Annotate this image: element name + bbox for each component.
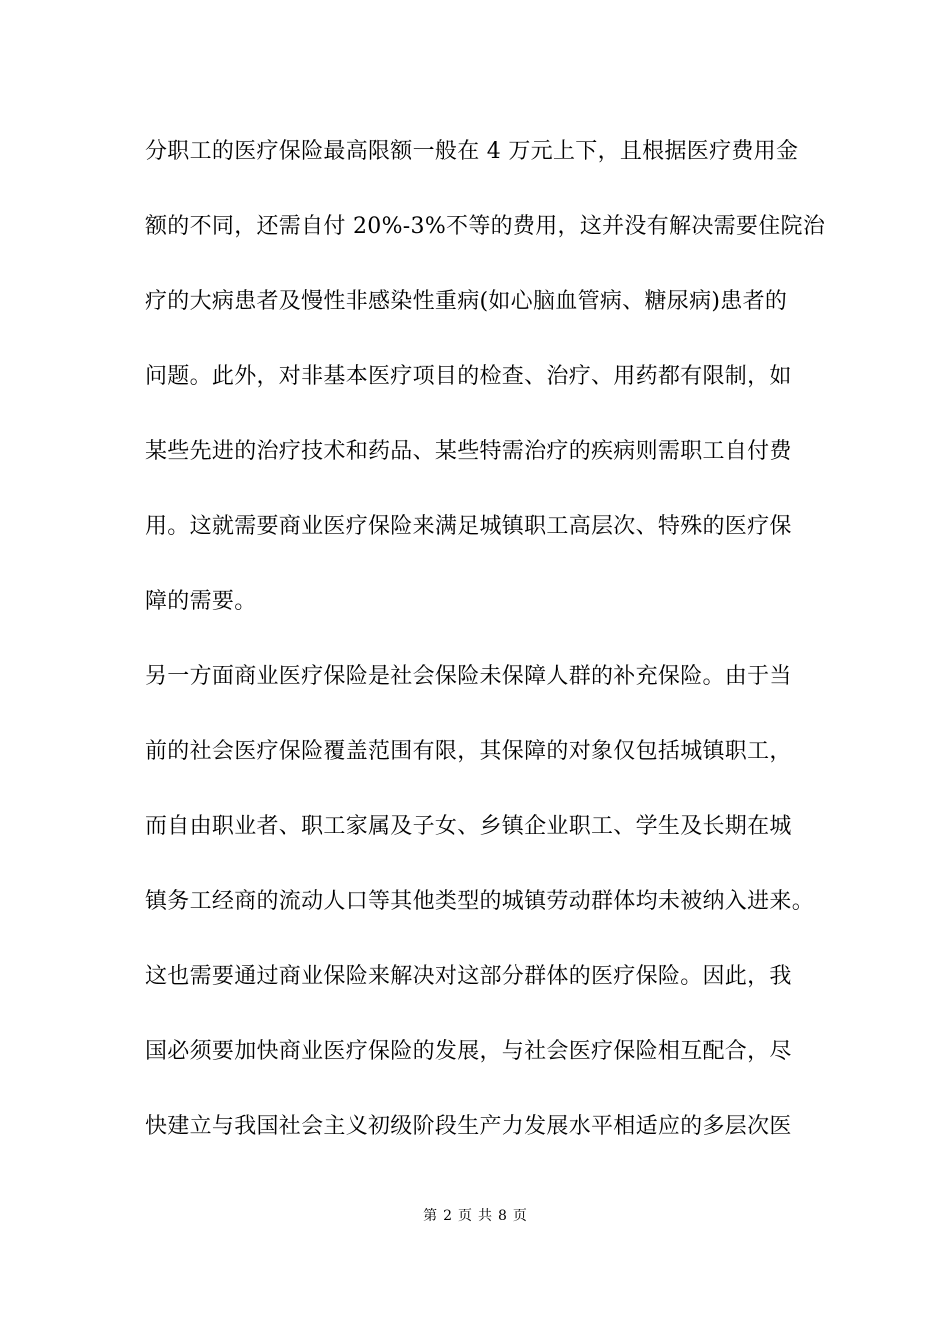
text-line: 快建立与我国社会主义初级阶段生产力发展水平相适应的多层次医 xyxy=(145,1114,792,1139)
footer-page-word: 页 xyxy=(458,1208,472,1224)
text-line: 镇务工经商的流动人口等其他类型的城镇劳动群体均未被纳入进来。 xyxy=(145,889,815,914)
footer-total-word: 共 xyxy=(478,1208,492,1224)
footer-total-pages: 8 xyxy=(498,1208,507,1224)
text-line: 另一方面商业医疗保险是社会保险未保障人群的补充保险。由于当 xyxy=(145,664,792,689)
footer-suffix: 页 xyxy=(512,1208,527,1224)
text-line: 而自由职业者、职工家属及子女、乡镇企业职工、学生及长期在城 xyxy=(145,814,792,839)
text-line: 障的需要。 xyxy=(145,589,257,614)
text-line: 疗的大病患者及慢性非感染性重病(如心脑血管病、糖尿病)患者的 xyxy=(145,289,788,314)
text-line: 问题。此外，对非基本医疗项目的检查、治疗、用药都有限制，如 xyxy=(145,364,792,389)
text-line: 前的社会医疗保险覆盖范围有限，其保障的对象仅包括城镇职工， xyxy=(145,739,792,764)
text-line: 国必须要加快商业医疗保险的发展，与社会医疗保险相互配合，尽 xyxy=(145,1039,792,1064)
footer-prefix: 第 xyxy=(423,1208,438,1224)
footer-current-page: 2 xyxy=(443,1208,452,1224)
page-footer xyxy=(0,1206,950,1226)
text-line: 用。这就需要商业医疗保险来满足城镇职工高层次、特殊的医疗保 xyxy=(145,514,792,539)
text-line: 额的不同，还需自付 20%-3%不等的费用，这并没有解决需要住院治 xyxy=(145,214,826,239)
text-line: 某些先进的治疗技术和药品、某些特需治疗的疾病则需职工自付费 xyxy=(145,439,792,464)
text-line: 这也需要通过商业保险来解决对这部分群体的医疗保险。因此，我 xyxy=(145,964,792,989)
text-line: 分职工的医疗保险最高限额一般在 4 万元上下，且根据医疗费用金 xyxy=(145,139,799,164)
